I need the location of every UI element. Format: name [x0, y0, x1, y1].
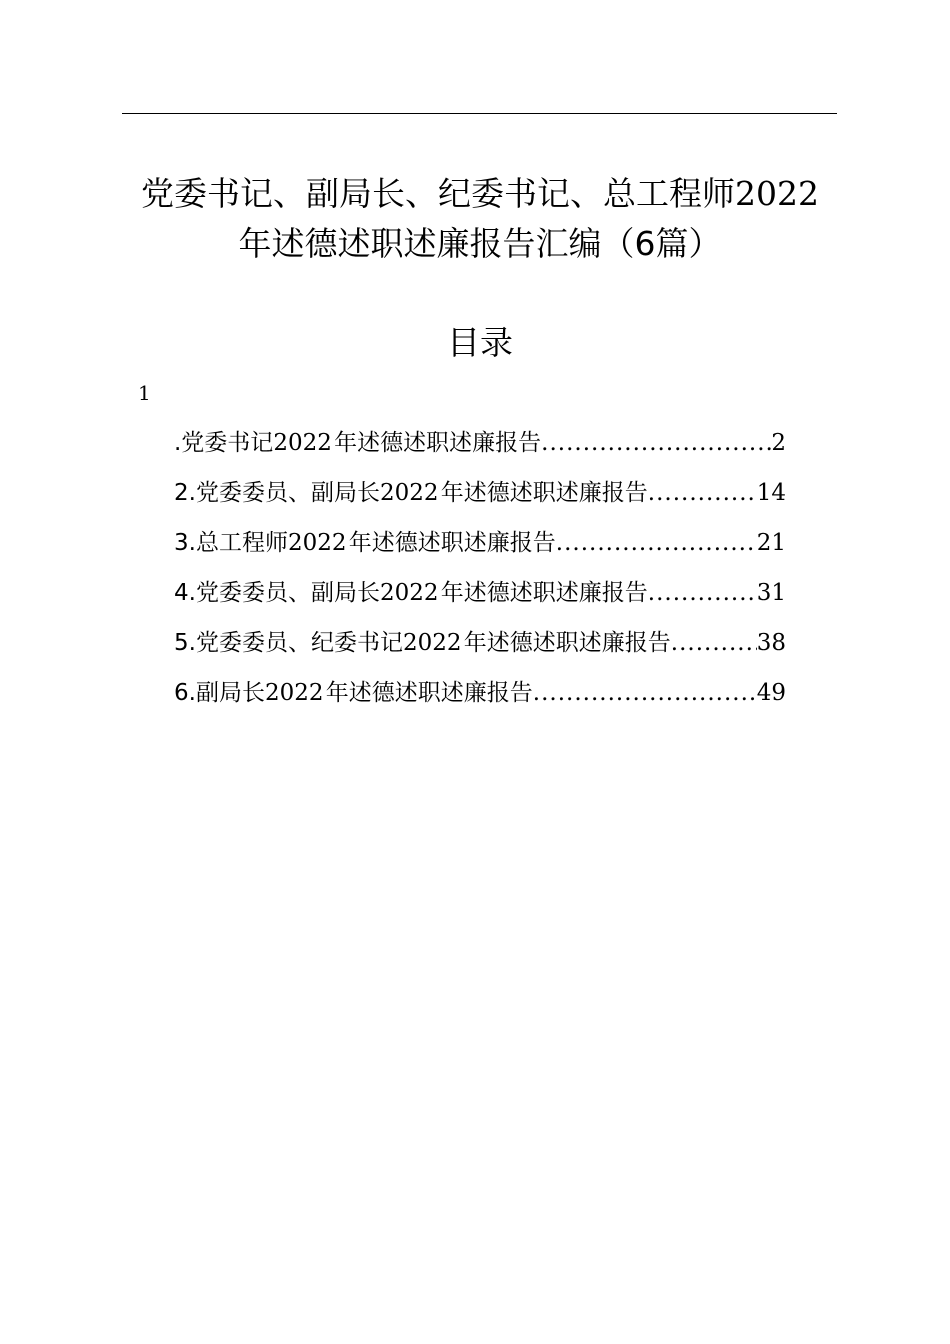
title-year: 2022 — [735, 174, 819, 213]
toc-entry-prefix: 2.党委委员、副局长 — [174, 480, 380, 506]
toc-entry-title — [174, 477, 648, 509]
toc-page-number: 14 — [756, 480, 786, 506]
toc-entry-suffix: 年述德述职述廉报告 — [463, 630, 671, 656]
toc-entry-6[interactable] — [174, 677, 786, 727]
header-rule — [122, 113, 837, 114]
document-title-line-2: 年述德述职述廉报告汇编（6篇） — [238, 224, 722, 263]
toc-entry-year: 2022 — [264, 680, 324, 706]
toc-page-number: 2 — [771, 430, 786, 456]
toc-entry-prefix: 3.总工程师 — [174, 530, 288, 556]
title-text: 党委书记、副局长、纪委书记、总工程师 — [141, 174, 735, 213]
toc-entry-title — [174, 677, 533, 709]
toc-entry-prefix: .党委书记 — [174, 430, 274, 456]
toc-entry-suffix: 年述德述职述廉报告 — [440, 480, 648, 506]
toc-dot-leader — [541, 427, 771, 459]
toc-entry-prefix: 6.副局长 — [174, 680, 265, 706]
toc-entry-suffix: 年述德述职述廉报告 — [440, 580, 648, 606]
toc-page-number: 31 — [756, 580, 786, 606]
toc-entry-4[interactable] — [174, 577, 786, 627]
toc-entry-suffix: 年述德述职述廉报告 — [325, 680, 533, 706]
toc-entry-year: 2022 — [273, 430, 332, 456]
toc-entry-suffix: 年述德述职述廉报告 — [348, 530, 556, 556]
toc-entry-title — [174, 627, 671, 659]
toc-entry-year: 2022 — [287, 530, 347, 556]
toc-page-number: 49 — [756, 680, 786, 706]
toc-dot-leader — [648, 477, 757, 509]
toc-entry-1[interactable] — [174, 427, 786, 477]
toc-heading: 目录 — [447, 323, 513, 362]
toc-entry-5[interactable] — [174, 627, 786, 677]
toc-entry-prefix: 4.党委委员、副局长 — [174, 580, 380, 606]
toc-page-number: 21 — [756, 530, 786, 556]
toc-entry-title — [174, 427, 541, 459]
toc-dot-leader — [556, 527, 757, 559]
toc-dot-leader — [671, 627, 757, 659]
toc-entry-year: 2022 — [379, 580, 439, 606]
toc-entry-prefix: 5.党委委员、纪委书记 — [174, 630, 403, 656]
toc-dot-leader — [533, 677, 757, 709]
toc-entry-suffix: 年述德述职述廉报告 — [334, 430, 542, 456]
toc-entry-title — [174, 527, 556, 559]
toc-dot-leader — [648, 577, 757, 609]
toc-entry-3[interactable] — [174, 527, 786, 577]
toc-entry-year: 2022 — [402, 630, 462, 656]
document-title-line-1 — [100, 174, 860, 213]
toc-entry-2[interactable] — [174, 477, 786, 527]
toc-page-number: 38 — [756, 630, 786, 656]
table-of-contents — [174, 427, 786, 727]
stray-number: 1 — [138, 381, 151, 405]
toc-entry-year: 2022 — [379, 480, 439, 506]
toc-entry-title — [174, 577, 648, 609]
